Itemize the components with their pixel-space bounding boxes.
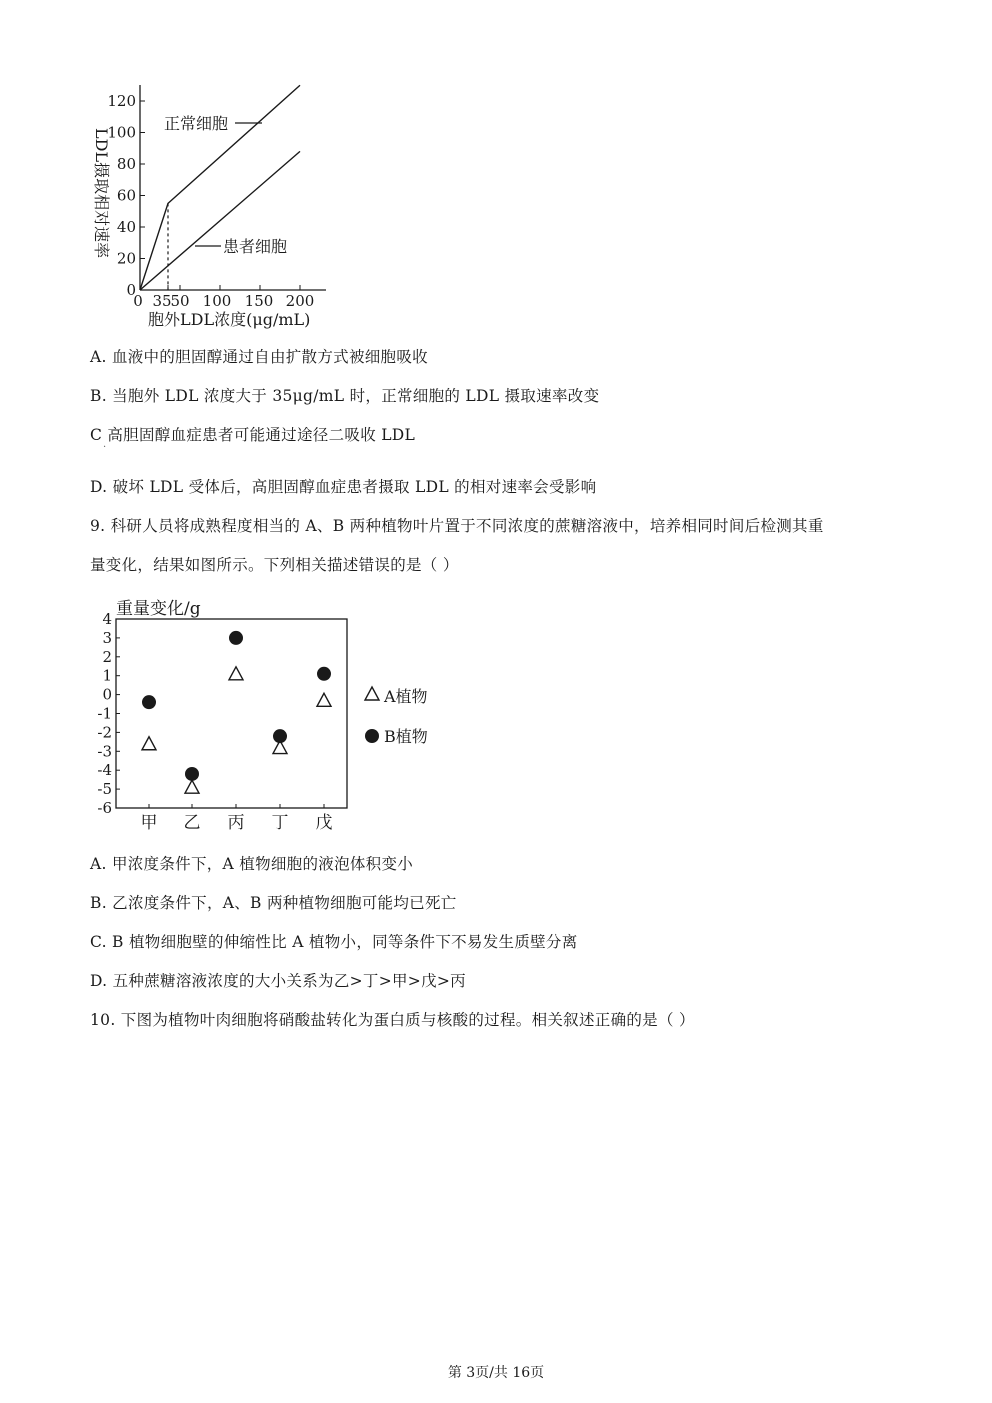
x-tick-label: 150	[244, 292, 274, 310]
series-label-normal: 正常细胞	[164, 114, 229, 133]
x-tick-label: 丙	[227, 813, 245, 833]
y-tick-label: 0	[126, 281, 136, 299]
q8-option-b: B. 当胞外 LDL 浓度大于 35μg/mL 时，正常细胞的 LDL 摄取速率改变	[90, 387, 600, 405]
b-plant-point	[185, 767, 199, 781]
b-plant-point	[142, 695, 156, 709]
legend-triangle-icon	[365, 687, 379, 700]
chart-title: 重量变化/g	[116, 599, 201, 619]
q8-option-d: D. 破坏 LDL 受体后，高胆固醇血症患者摄取 LDL 的相对速率会受影响	[90, 478, 597, 496]
q10-stem: 10. 下图为植物叶肉细胞将硝酸盐转化为蛋白质与核酸的过程。相关叙述正确的是（ ）	[90, 1011, 695, 1029]
x-tick-label: 乙	[183, 813, 201, 833]
x-tick-label: 甲	[140, 813, 158, 833]
q8-option-c: C 高胆固醇血症患者可能通过途径二吸收 LDL	[90, 426, 416, 444]
y-tick-label: 20	[116, 249, 136, 268]
q9-option-d: D. 五种蔗糖溶液浓度的大小关系为乙>丁>甲>戊>丙	[90, 972, 466, 990]
y-tick-label: 2	[102, 647, 112, 666]
y-tick-label: -2	[97, 723, 112, 742]
a-plant-point	[229, 667, 243, 680]
q8-option-a: A. 血液中的胆固醇通过自由扩散方式被细胞吸收	[90, 348, 428, 366]
b-plant-point	[317, 667, 331, 681]
y-tick-label: 100	[107, 123, 136, 142]
legend-circle-icon	[365, 729, 379, 743]
q9-stem-line2: 量变化，结果如图所示。下列相关描述错误的是（ ）	[90, 556, 459, 574]
y-tick-label: -1	[97, 704, 112, 723]
plot-frame	[116, 619, 347, 808]
patient-cell-line	[140, 151, 300, 290]
y-tick-label: 120	[107, 92, 136, 110]
y-tick-label: 0	[102, 685, 112, 704]
x-tick-label: 戊	[315, 813, 333, 833]
y-tick-label: -5	[97, 780, 112, 799]
stray-dot: ·	[103, 442, 107, 453]
legend-b-label: B植物	[384, 727, 428, 746]
y-tick-label: 40	[116, 218, 136, 236]
y-axis-label: LDL摄取相对速率	[92, 128, 111, 259]
a-plant-point	[142, 737, 156, 750]
y-tick-label: 1	[102, 666, 112, 685]
ldl-uptake-chart	[0, 0, 992, 340]
y-tick-label: 3	[102, 628, 112, 647]
x-tick-label: 50	[170, 292, 190, 310]
y-tick-label: 80	[116, 155, 136, 173]
q9-option-b: B. 乙浓度条件下，A、B 两种植物细胞可能均已死亡	[90, 894, 457, 912]
y-tick-label: -6	[97, 799, 112, 817]
x-tick-label: 100	[202, 292, 232, 310]
q9-stem-line1: 9. 科研人员将成熟程度相当的 A、B 两种植物叶片置于不同浓度的蔗糖溶液中，培养相同时间后检测其重	[90, 517, 824, 535]
x-tick-label: 丁	[271, 813, 289, 833]
q9-option-c: C. B 植物细胞壁的伸缩性比 A 植物小，同等条件下不易发生质壁分离	[90, 933, 578, 951]
x-axis-label: 胞外LDL浓度(μg/mL)	[148, 310, 311, 329]
y-tick-label: 4	[102, 610, 112, 628]
a-plant-point	[185, 780, 199, 793]
weight-change-chart	[0, 590, 992, 850]
legend-a-label: A植物	[384, 687, 428, 706]
b-plant-point	[273, 729, 287, 743]
page-footer: 第 3页/共 16页	[447, 1365, 545, 1381]
legend	[365, 687, 428, 746]
x-tick-label: 35	[152, 292, 172, 310]
b-plant-point	[229, 631, 243, 645]
series-label-patient: 患者细胞	[223, 237, 288, 256]
y-tick-label: 60	[116, 186, 136, 205]
q9-option-a: A. 甲浓度条件下，A 植物细胞的液泡体积变小	[90, 855, 414, 873]
y-tick-label: -4	[97, 761, 112, 780]
a-plant-point	[317, 693, 331, 706]
y-tick-label: -3	[97, 742, 112, 761]
x-tick-label: 0	[133, 292, 143, 310]
x-tick-label: 200	[285, 292, 315, 310]
